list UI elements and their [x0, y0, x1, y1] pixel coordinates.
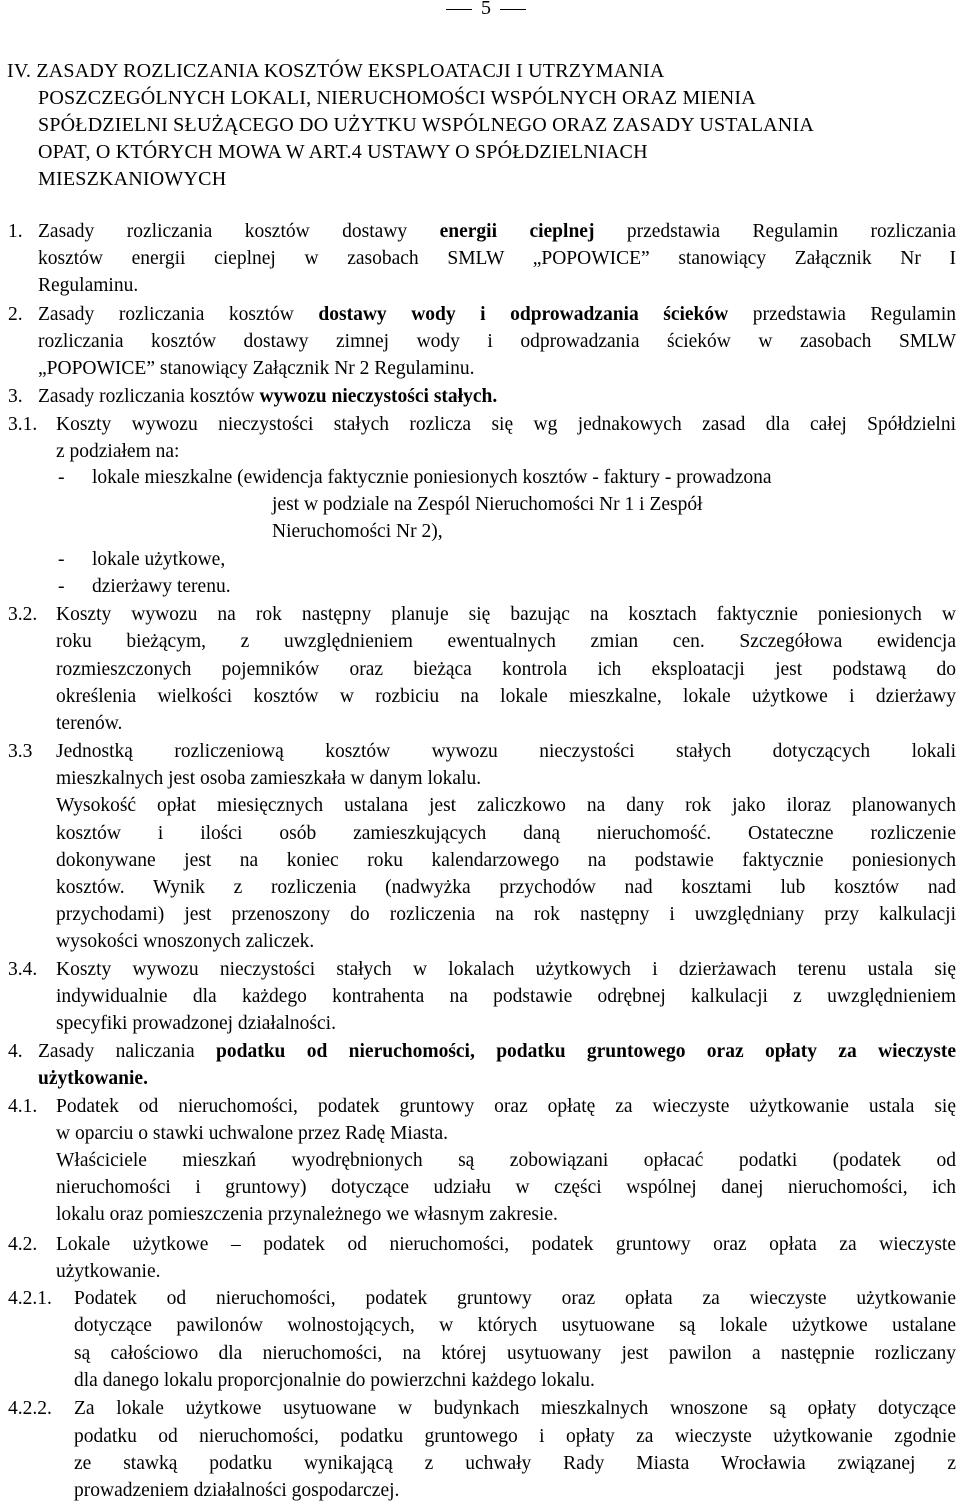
paragraph-line: kosztów energii cieplnej w zasobach SMLW „POPOWICE” stanowiący Załącznik Nr I [38, 248, 956, 269]
paragraph-line: kosztów. Wynik z rozliczenia (nadwyżka przychodów nad kosztami lub kosztów nad [56, 877, 956, 898]
paragraph-line: prowadzeniem działalności gospodarczej. [74, 1480, 400, 1501]
paragraph-line: w oparciu o stawki uchwalone przez Radę Miasta. [56, 1123, 449, 1144]
text-run: Zasady rozliczania kosztów [38, 304, 319, 325]
bullet-dash: - [58, 467, 65, 488]
section-heading-number: IV. [7, 60, 32, 82]
paragraph-line: Podatek od nieruchomości, podatek gruntowy oraz opłatę za wieczyste użytkowanie ustala się [56, 1096, 956, 1117]
paragraph-number: 2. [8, 304, 23, 325]
page-number-value: 5 [481, 0, 491, 19]
text-run: przedstawia Regulamin [728, 304, 956, 325]
section-heading-line: OPAT, O KTÓRYCH MOWA W ART.4 USTAWY O SPÓŁDZIELNIACH [38, 141, 648, 163]
section-heading-line: SPÓŁDZIELNI SŁUŻĄCEGO DO UŻYTKU WSPÓLNEGO ORAZ ZASADY USTALANIA [38, 114, 814, 136]
text-run: przedstawia Regulamin rozliczania [594, 221, 956, 242]
paragraph-line: dokonywane jest na koniec roku kalendarzowego na podstawie faktycznie poniesionych [56, 850, 956, 871]
paragraph-line: nieruchomości i gruntowy) dotyczące udziału w części wspólnej danej nieruchomości, ich [56, 1177, 956, 1198]
paragraph-number: 3. [8, 386, 23, 407]
paragraph-number: 4.2.2. [8, 1398, 52, 1419]
paragraph-line [38, 219, 956, 245]
bullet-line: lokale użytkowe, [92, 549, 226, 570]
bold-run: podatku od nieruchomości, podatku gruntowego oraz opłaty za wieczyste [216, 1041, 956, 1062]
bullet-line: Nieruchomości Nr 2), [272, 521, 443, 542]
paragraph-line: specyfiki prowadzonej działalności. [56, 1013, 336, 1034]
paragraph-line: wysokości wnoszonych zaliczek. [56, 931, 315, 952]
paragraph-line: Za lokale użytkowe usytuowane w budynkach mieszkalnych wnoszone są opłaty dotyczące [74, 1398, 956, 1419]
page-number-dash-right [500, 9, 526, 10]
paragraph-line: Jednostką rozliczeniową kosztów wywozu nieczystości stałych dotyczących lokali [56, 741, 956, 762]
text-run: Zasady naliczania [38, 1041, 217, 1062]
paragraph-number: 3.1. [8, 414, 38, 435]
section-heading-line [7, 58, 665, 84]
paragraph-line: Koszty wywozu na rok następny planuje się bazując na kosztach faktycznie poniesionych w [56, 604, 956, 625]
paragraph-line: z podziałem na: [56, 441, 180, 462]
paragraph-line: użytkowanie. [56, 1261, 161, 1282]
paragraph-number: 3.3 [8, 741, 33, 762]
paragraph-line [38, 384, 497, 410]
bullet-line: dzierżawy terenu. [92, 576, 231, 597]
paragraph-line: dotyczące pawilonów wolnostojących, w których usytuowane są lokale użytkowe ustalane [74, 1315, 956, 1336]
paragraph-line: lokalu oraz pomieszczenia przynależnego we własnym zakresie. [56, 1204, 558, 1225]
paragraph-number: 4.1. [8, 1096, 38, 1117]
paragraph-number: 4.2.1. [8, 1288, 52, 1309]
section-heading-line: MIESZKANIOWYCH [38, 168, 227, 190]
bold-run: wywozu nieczystości stałych. [259, 386, 498, 407]
paragraph-line: dla danego lokalu proporcjonalnie do powierzchni każdego lokalu. [74, 1370, 595, 1391]
paragraph-number: 1. [8, 221, 23, 242]
paragraph-line: Regulaminu. [38, 275, 139, 296]
paragraph-line: „POPOWICE” stanowiący Załącznik Nr 2 Regulaminu. [38, 358, 475, 379]
page-number-dash-left [446, 9, 472, 10]
paragraph-line: roku bieżącym, z uwzględnieniem ewentualnych zmian cen. Szczegółowa ewidencja [56, 631, 956, 652]
paragraph-line: Koszty wywozu nieczystości stałych rozlicza się wg jednakowych zasad dla całej Spółdzielni [56, 414, 956, 435]
paragraph-line: przychodami) jest przenoszony do rozliczenia na rok następny i uwzględniany przy kalkulacji [56, 904, 956, 925]
page-number [437, 0, 535, 20]
bullet-line: lokale mieszkalne (ewidencja faktycznie poniesionych kosztów - faktury - prowadzona [92, 467, 772, 488]
text-run: Zasady rozliczania kosztów [38, 386, 260, 407]
paragraph-line [38, 1039, 956, 1065]
paragraph-line: kosztów i ilości osób zamieszkujących daną nieruchomość. Ostateczne rozliczenie [56, 823, 956, 844]
paragraph-line: terenów. [56, 713, 123, 734]
paragraph-line: Wysokość opłat miesięcznych ustalana jest zaliczkowo na dany rok jako iloraz planowanych [56, 795, 956, 816]
paragraph-line: Podatek od nieruchomości, podatek gruntowy oraz opłata za wieczyste użytkowanie [74, 1288, 956, 1309]
bold-run: dostawy wody i odprowadzania ścieków [318, 304, 729, 325]
section-heading-text: ZASADY ROZLICZANIA KOSZTÓW EKSPLOATACJI I UTRZYMANIA [36, 60, 665, 82]
bold-run: energii cieplnej [439, 221, 595, 242]
paragraph-line: określenia wielkości kosztów w rozbiciu na lokale mieszkalne, lokale użytkowe i dzierżawy [56, 686, 956, 707]
paragraph-line: indywidualnie dla każdego kontrahenta na podstawie odrębnej kalkulacji z uwzględnieniem [56, 986, 956, 1007]
bullet-dash: - [58, 576, 65, 597]
paragraph-line: Lokale użytkowe – podatek od nieruchomości, podatek gruntowy oraz opłata za wieczyste [56, 1234, 956, 1255]
paragraph-line: Koszty wywozu nieczystości stałych w lokalach użytkowych i dzierżawach terenu ustala się [56, 959, 956, 980]
paragraph-line: Właściciele mieszkań wyodrębnionych są zobowiązani opłacać podatki (podatek od [56, 1150, 956, 1171]
text-run: Zasady rozliczania kosztów dostawy [38, 221, 440, 242]
bold-run: użytkowanie. [38, 1068, 148, 1089]
paragraph-line [38, 1066, 148, 1092]
paragraph-line: są całościowo dla nieruchomości, na której usytuowany jest pawilon a następnie rozliczany [74, 1343, 956, 1364]
paragraph-number: 4.2. [8, 1234, 38, 1255]
bullet-line: jest w podziale na Zespól Nieruchomości Nr 1 i Zespół [272, 494, 703, 515]
paragraph-line: mieszkalnych jest osoba zamieszkała w danym lokalu. [56, 768, 482, 789]
paragraph-number: 3.2. [8, 604, 38, 625]
paragraph-line [38, 302, 956, 328]
bullet-dash: - [58, 549, 65, 570]
paragraph-line: ze stawką podatku wynikającą z uchwały Rady Miasta Wrocławia związanej z [74, 1453, 956, 1474]
paragraph-number: 3.4. [8, 959, 38, 980]
paragraph-line: rozmieszczonych pojemników oraz bieżąca kontrola ich eksploatacji jest podstawą do [56, 659, 956, 680]
section-heading-line: POSZCZEGÓLNYCH LOKALI, NIERUCHOMOŚCI WSPÓLNYCH ORAZ MIENIA [38, 87, 756, 109]
paragraph-line: podatku od nieruchomości, podatku gruntowego i opłaty za wieczyste użytkowanie zgodnie [74, 1426, 956, 1447]
paragraph-number: 4. [8, 1041, 23, 1062]
paragraph-line: rozliczania kosztów dostawy zimnej wody i odprowadzania ścieków w zasobach SMLW [38, 331, 956, 352]
